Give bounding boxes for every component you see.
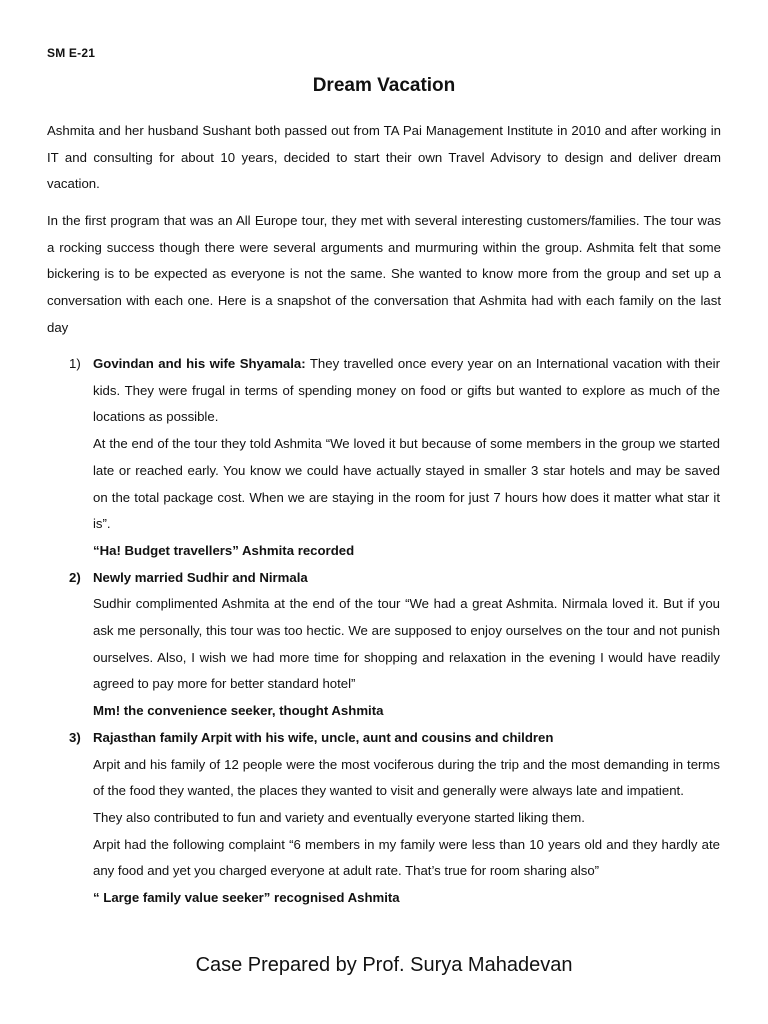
item-body xyxy=(93,725,720,912)
item-intro: They travelled once every year on an International vacation with their kids. They were frugal in terms of spending money on food or gifts but wanted to explore as much of the locations as possible. xyxy=(93,356,720,425)
item-complaint: Arpit had the following complaint “6 members in my family were less than 10 years old and they hardly ate any food and yet you charged everyone at adult rate. That’s true for room sharing also” xyxy=(93,836,720,879)
list-item-govindan xyxy=(0,351,768,565)
item-heading: Rajasthan family Arpit with his wife, uncle, aunt and cousins and children xyxy=(93,729,554,745)
list-item-arpit xyxy=(0,725,768,912)
item-heading: Newly married Sudhir and Nirmala xyxy=(93,569,308,585)
item-body xyxy=(93,565,720,725)
item-quote: Arpit and his family of 12 people were the most vociferous during the trip and the most demanding in terms of the food they wanted, the places they wanted to visit and generally were always late and impatient. xyxy=(93,756,720,799)
item-verdict: “Ha! Budget travellers” Ashmita recorded xyxy=(93,542,355,558)
document-title: Dream Vacation xyxy=(312,75,456,96)
family-list xyxy=(0,351,768,912)
item-extra: They also contributed to fun and variety and eventually everyone started liking them. xyxy=(93,809,585,825)
case-author-footer: Case Prepared by Prof. Surya Mahadevan xyxy=(195,954,573,976)
list-item-sudhir xyxy=(0,565,768,725)
item-verdict: Mm! the convenience seeker, thought Ashmita xyxy=(93,703,384,719)
item-verdict: “ Large family value seeker” recognised Ashmita xyxy=(93,890,400,906)
item-number: 1) xyxy=(69,356,81,371)
item-heading: Govindan and his wife Shyamala: xyxy=(93,356,306,371)
item-body xyxy=(93,351,720,565)
item-number: 2) xyxy=(69,569,81,585)
context-paragraph: In the first program that was an All Europe tour, they met with several interesting customers/families. The tour was a rocking success though there were several arguments and murmuring within the group. Ashmita felt that some bickering is to be expected as everyone is not the same. She wanted to know more from the group and set up a conversation with each one. Here is a snapshot of the conversation that Ashmita had with each family on the last day xyxy=(47,213,721,335)
item-quote: At the end of the tour they told Ashmita “We loved it but because of some members in the group we started late or reached early. You know we could have actually stayed in smaller 3 star hotels and may be saved on the total package cost. When we are staying in the room for just 7 hours how does it matter what star it is”. xyxy=(93,436,720,532)
intro-paragraph: Ashmita and her husband Sushant both passed out from TA Pai Management Institute in 2010 and after working in IT and consulting for about 10 years, decided to start their own Travel Advisory to design and deliver dream vacation. xyxy=(47,123,721,192)
item-quote: Sudhir complimented Ashmita at the end of the tour “We had a great Ashmita. Nirmala loved it. But if you ask me personally, this tour was too hectic. We are supposed to enjoy ourselves on the tour and not punish ourselves. Also, I wish we had more time for shopping and relaxation in the evening I would have readily agreed to pay more for better standard hotel” xyxy=(93,596,720,692)
item-number: 3) xyxy=(69,729,81,745)
case-code: SM E-21 xyxy=(47,46,96,60)
